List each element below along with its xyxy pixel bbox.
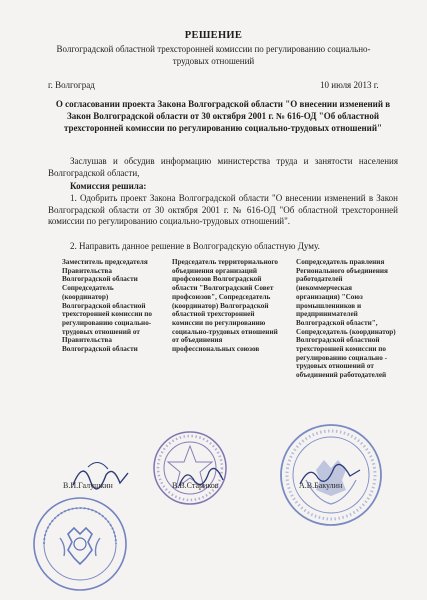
decision-item-1: 1. Одобрить проект Закона Волгоградской области "О внесении изменений в Закон Волгоградской области от 30 октября 2001 г. № 616-ОД "Об областной трехсторонней комиссии по регулированию социально-трудовых отношений". <box>48 193 398 226</box>
decision-item-2: 2. Направить данное решение в Волгоградскую областную Думу. <box>70 241 320 251</box>
coat-of-arms-seal-icon <box>30 494 130 594</box>
signatory-2-name: В.В.Стариков <box>172 481 219 490</box>
signatory-3-position: Сопредседатель правления Регионального объединения работодателей (некоммерческая организация) "Союз промышленников и предпринимателей Волгоградской области", Сопредседатель (координатор) Волгоградской областной трехсторонней комиссии по регулированию социально - трудовых отношений от объединений работодателей <box>296 258 396 380</box>
signatory-3-name: А.В.Бакулин <box>299 481 343 490</box>
signatory-1-position: Заместитель председателя Правительства Волгоградской области Сопредседатель (координатор) Волгоградской областной трехсторонней комиссии по регулированию социально-трудовых отношений от Правительства Волгоградской области <box>62 258 153 354</box>
intro-paragraph: Заслушав и обсудив информацию министерства труда и занятости населения Волгоградской области, <box>48 156 398 178</box>
commission-decided: Комиссия решила: <box>70 181 147 191</box>
signatory-2-position: Председатель территориального объединения организаций профсоюзов Волгоградской области "Волгоградский Совет профсоюзов", Сопредседатель (координатор) Волгоградской областной трехсторонней комиссии по регулированию социально-трудовых отношений от объединения профессиональных союзов <box>172 258 279 354</box>
document-subtitle: Волгоградской областной трехсторонней комиссии по регулированию социально-трудовых отношений <box>56 44 371 66</box>
document-heading: О согласовании проекта Закона Волгоградской области "О внесении изменений в Закон Волгоградской области от 30 октября 2001 г. № 616-ОД "Об областной трехсторонней комиссии по регулированию социально-трудовых отношений" <box>55 99 391 133</box>
document-date: 10 июля 2013 г. <box>320 80 379 90</box>
signatory-1-name: В.И.Галушкин <box>63 481 113 490</box>
document-place: г. Волгоград <box>48 80 95 90</box>
document-title: РЕШЕНИЕ <box>184 30 243 41</box>
